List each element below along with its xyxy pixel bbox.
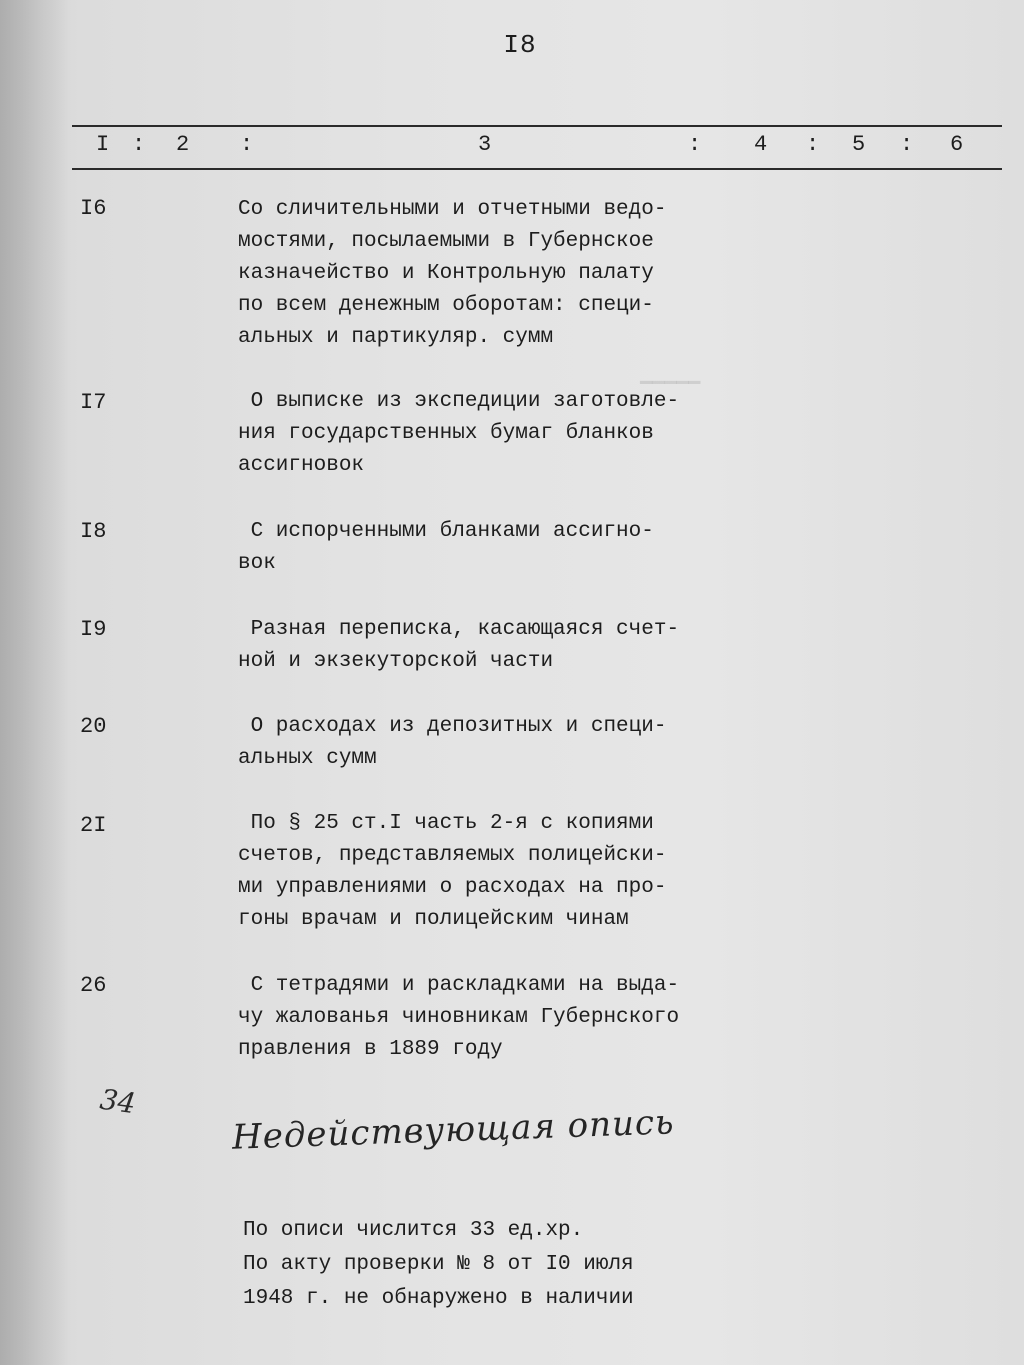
summary-line: По описи числится 33 ед.хр. (243, 1219, 584, 1242)
row-description (238, 711, 738, 775)
row-description-line: правления в 1889 году (238, 1038, 503, 1061)
column-header-3: 3 (478, 132, 492, 157)
row-number: 2I (80, 813, 107, 838)
handwritten-number: 34 (97, 1082, 138, 1121)
row-description-line: ния государственных бумаг бланков (238, 422, 654, 445)
column-header-2: 2 (176, 132, 190, 157)
column-header-1: I (96, 132, 110, 157)
table-header-top-rule (72, 125, 1002, 127)
row-number: 26 (80, 973, 107, 998)
row-description-line: С тетрадями и раскладками на выда- (238, 974, 680, 997)
row-description-line: по всем денежным оборотам: специ- (238, 294, 654, 317)
column-header-5: 5 (852, 132, 866, 157)
column-separator: : (688, 132, 702, 157)
row-description-line: По § 25 ст.I часть 2-я с копиями (238, 812, 654, 835)
row-description-line: чу жалованья чиновникам Губернского (238, 1006, 680, 1029)
row-description-line: Разная переписка, касающаяся счет- (238, 618, 680, 641)
row-description-line: мостями, посылаемыми в Губернское (238, 230, 654, 253)
row-description-line: С испорченными бланками ассигно- (238, 520, 654, 543)
row-description-line: альных и партикуляр. сумм (238, 326, 554, 349)
row-description-line: ми управлениями о расходах на про- (238, 876, 667, 899)
column-separator: : (900, 132, 914, 157)
row-number: 20 (80, 714, 107, 739)
summary-line: По акту проверки № 8 от I0 июля (243, 1253, 634, 1276)
row-description (238, 970, 738, 1066)
row-description (238, 516, 738, 580)
row-description-line: О расходах из депозитных и специ- (238, 715, 667, 738)
summary-line: 1948 г. не обнаружено в наличии (243, 1287, 634, 1310)
column-header-4: 4 (754, 132, 768, 157)
table-header-bottom-rule (72, 168, 1002, 170)
row-description (238, 808, 738, 936)
column-header-6: 6 (950, 132, 964, 157)
page-number: I8 (503, 30, 537, 60)
row-description-line: счетов, представляемых полицейски- (238, 844, 667, 867)
row-description (238, 386, 738, 482)
row-number: I7 (80, 390, 107, 415)
row-description-line: О выписке из экспедиции заготовле- (238, 390, 680, 413)
row-number: I6 (80, 196, 107, 221)
row-description-line: ной и экзекуторской части (238, 650, 554, 673)
binding-edge (0, 0, 70, 1365)
column-separator: : (132, 132, 146, 157)
summary-block (243, 1214, 763, 1316)
row-description-line: альных сумм (238, 747, 377, 770)
handwritten-note: Недействующая опись (231, 1102, 676, 1158)
column-separator: : (806, 132, 820, 157)
column-separator: : (240, 132, 254, 157)
row-number: I8 (80, 519, 107, 544)
row-description-line: вок (238, 552, 276, 575)
row-description-line: казначейство и Контрольную палату (238, 262, 654, 285)
row-description-line: Со сличительными и отчетными ведо- (238, 198, 667, 221)
row-number: I9 (80, 617, 107, 642)
bleed-through-mark: ▁▁▁▁▁ (640, 363, 701, 386)
row-description-line: ассигновок (238, 454, 365, 477)
row-description (238, 194, 738, 354)
row-description (238, 614, 738, 678)
row-description-line: гоны врачам и полицейским чинам (238, 908, 629, 931)
